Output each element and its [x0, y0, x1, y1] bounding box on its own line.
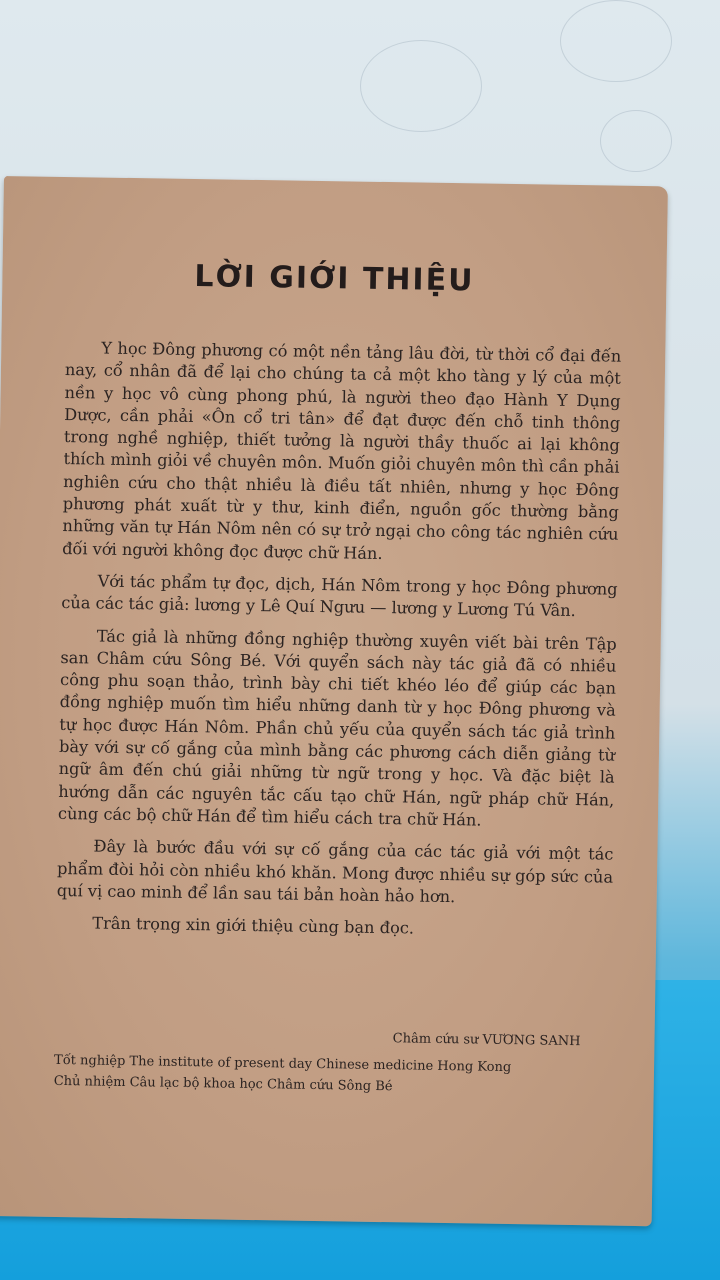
- paragraph: Với tác phẩm tự đọc, dịch, Hán Nôm trong y học Đông phương của các tác giả: lương y Lê Quí Ngưu — lương y Lương Tú Vân.: [61, 571, 618, 621]
- signature-position: Chủ nhiệm Câu lạc bộ khoa học Châm cứu Sông Bé: [53, 1073, 393, 1095]
- book-page: [0, 176, 668, 1226]
- paragraph: Trân trọng xin giới thiệu cùng bạn đọc.: [92, 913, 415, 938]
- signature-credential: Tốt nghiệp The institute of present day Chinese medicine Hong Kong: [53, 1052, 512, 1076]
- paragraph: Tác giả là những đồng nghiệp thường xuyên viết bài trên Tập san Châm cứu Sông Bé. Với quyển sách này tác giả đã có nhiều công phu soạn thảo, trình bày chi tiết khéo léo để giúp các bạn đồng nghiệp muốn tìm hiểu những danh từ y học Đông phương và tự học được Hán Nôm. Phần chủ yếu của quyển sách tác giả trình bày với sự cố gắng của mình bằng các phương cách diễn giảng từ ngữ âm đến chú giải những từ ngữ trong y học. Và đặc biệt là hướng dẫn các nguyên tắc cấu tạo chữ Hán, ngữ pháp chữ Hán, cùng các bộ chữ Hán để tìm hiểu cách tra chữ Hán.: [57, 626, 617, 830]
- wall-scribble: [560, 0, 672, 82]
- page-title: LỜI GIỚI THIỆU: [194, 259, 475, 299]
- paragraph: Đây là bước đầu với sự cố gắng của các tác giả với một tác phẩm đòi hỏi còn nhiều khó khăn. Mong được nhiều sự góp sức của quí vị cao minh để lần sau tái bản hoàn hảo hơn.: [56, 836, 614, 907]
- wall-scribble: [360, 40, 482, 132]
- paragraph: Y học Đông phương có một nền tảng lâu đời, từ thời cổ đại đến nay, cổ nhân đã để lại cho chúng ta cả một kho tàng y lý của một nền y học vô cùng phong phú, là người theo đạo Hành Y Dụng Dược, cần phải «Ôn cổ tri tân» để đạt được đến chỗ tinh thông trong nghề nghiệp, thiết tưởng là người thầy thuốc ai lại không thích mình giỏi về chuyên môn. Muốn giỏi chuyên môn thì cần phải nghiên cứu cho thật nhiều là điều tất nhiên, nhưng y học Đông phương phát xuất từ y thư, kinh điển, nguồn gốc thường bằng những văn tự Hán Nôm nên có sự trở ngại cho công tác nghiên cứu đối với người không đọc được chữ Hán.: [62, 338, 622, 563]
- signature-block: [54, 1023, 611, 1101]
- body-text: [56, 337, 621, 953]
- wall-scribble: [600, 110, 672, 172]
- signature-name: Châm cứu sư VƯƠNG SANH: [392, 1031, 581, 1050]
